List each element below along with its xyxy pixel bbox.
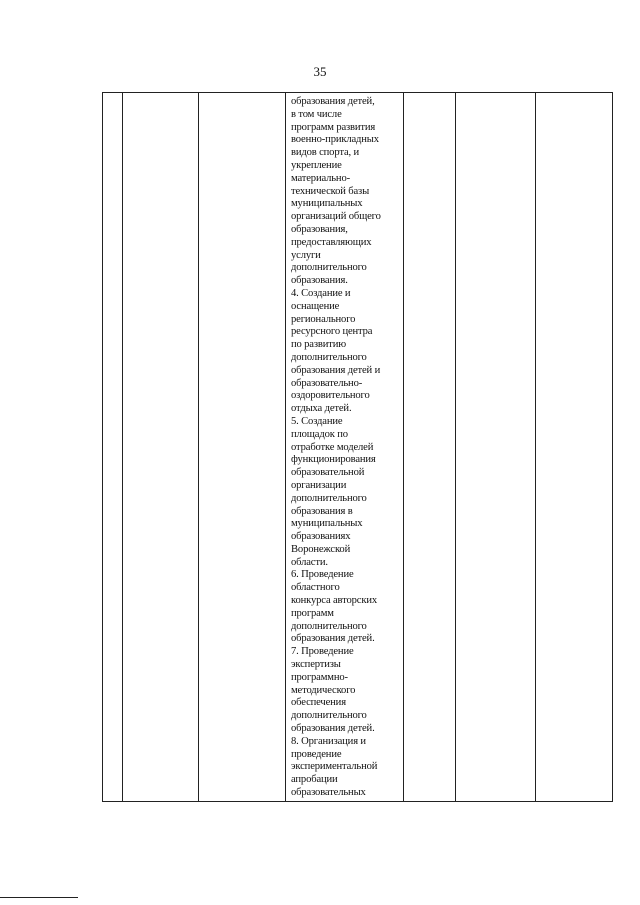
cell-text-line: образования детей.	[291, 723, 375, 735]
cell-text-line: оздоровительного	[291, 390, 370, 402]
cell-text-line: организаций общего	[291, 211, 381, 223]
cell-text-line: экспериментальной	[291, 761, 378, 773]
cell-text-line: дополнительного	[291, 351, 367, 363]
cell-text-line: 8. Организация и	[291, 735, 366, 747]
cell-text-line: отработке моделей	[291, 441, 374, 453]
table-cell-col-7	[536, 93, 613, 802]
cell-text-line: 7. Проведение	[291, 646, 354, 658]
cell-text-line: оснащение	[291, 300, 340, 312]
table-cell-col-2	[123, 93, 199, 802]
cell-text-line: обеспечения	[291, 697, 346, 709]
page-number: 35	[313, 64, 327, 79]
cell-text-line: апробации	[291, 774, 338, 786]
table-cell-col-5	[404, 93, 456, 802]
cell-text-line: образования детей и	[291, 364, 381, 376]
cell-text-line: предоставляющих	[291, 236, 372, 248]
cell-text-line: технической базы	[291, 185, 370, 197]
cell-text-line: дополнительного	[291, 492, 367, 504]
cell-text-line: методического	[291, 684, 356, 696]
cell-text-line: области.	[291, 556, 328, 568]
table-cell-col-3	[199, 93, 286, 802]
measures-text	[286, 93, 403, 800]
table-cell-col-1	[103, 93, 123, 802]
cell-text-line: муниципальных	[291, 518, 363, 530]
table-cell-col-6	[456, 93, 536, 802]
cell-text-line: регионального	[291, 313, 356, 325]
cell-text-line: образованиях	[291, 531, 351, 543]
cell-text-line: экспертизы	[291, 659, 341, 671]
cell-text-line: в том числе	[291, 108, 342, 120]
cell-text-line: отдыха детей.	[291, 403, 352, 415]
cell-text-line: образовательной	[291, 467, 365, 479]
footnote-rule	[0, 897, 78, 898]
cell-text-line: образования детей.	[291, 633, 375, 645]
cell-text-line: программно-	[291, 671, 348, 683]
cell-text-line: образования в	[291, 505, 353, 517]
cell-text-line: дополнительного	[291, 620, 367, 632]
cell-text-line: видов спорта, и	[291, 147, 360, 159]
cell-text-line: ресурсного центра	[291, 326, 373, 338]
cell-text-line: военно-прикладных	[291, 134, 379, 146]
cell-text-line: функционирования	[291, 454, 376, 466]
cell-text-line: образования,	[291, 223, 348, 235]
cell-text-line: образования.	[291, 275, 348, 287]
cell-text-line: программ развития	[291, 121, 376, 133]
cell-text-line: конкурса авторских	[291, 595, 377, 607]
cell-text-line: программ	[291, 607, 334, 619]
cell-text-line: по развитию	[291, 339, 347, 351]
cell-text-line: образовательных	[291, 787, 366, 799]
cell-text-line: образования детей,	[291, 96, 375, 107]
cell-text-line: 5. Создание	[291, 415, 343, 427]
cell-text-line: 4. Создание и	[291, 287, 351, 299]
cell-text-line: образовательно-	[291, 377, 363, 389]
cell-text-line: услуги	[291, 249, 321, 261]
table-row	[103, 93, 613, 802]
cell-text-line: областного	[291, 582, 340, 594]
cell-text-line: дополнительного	[291, 710, 367, 722]
cell-text-line: площадок по	[291, 428, 348, 440]
cell-text-line: организации	[291, 479, 347, 491]
cell-text-line: 6. Проведение	[291, 569, 354, 581]
cell-text-line: укрепление	[291, 159, 342, 171]
cell-text-line: проведение	[291, 748, 342, 760]
cell-text-line: материально-	[291, 172, 350, 184]
cell-text-line: муниципальных	[291, 198, 363, 210]
program-table	[102, 92, 613, 802]
table-cell-measures	[286, 93, 404, 802]
cell-text-line: дополнительного	[291, 262, 367, 274]
cell-text-line: Воронежской	[291, 543, 351, 555]
